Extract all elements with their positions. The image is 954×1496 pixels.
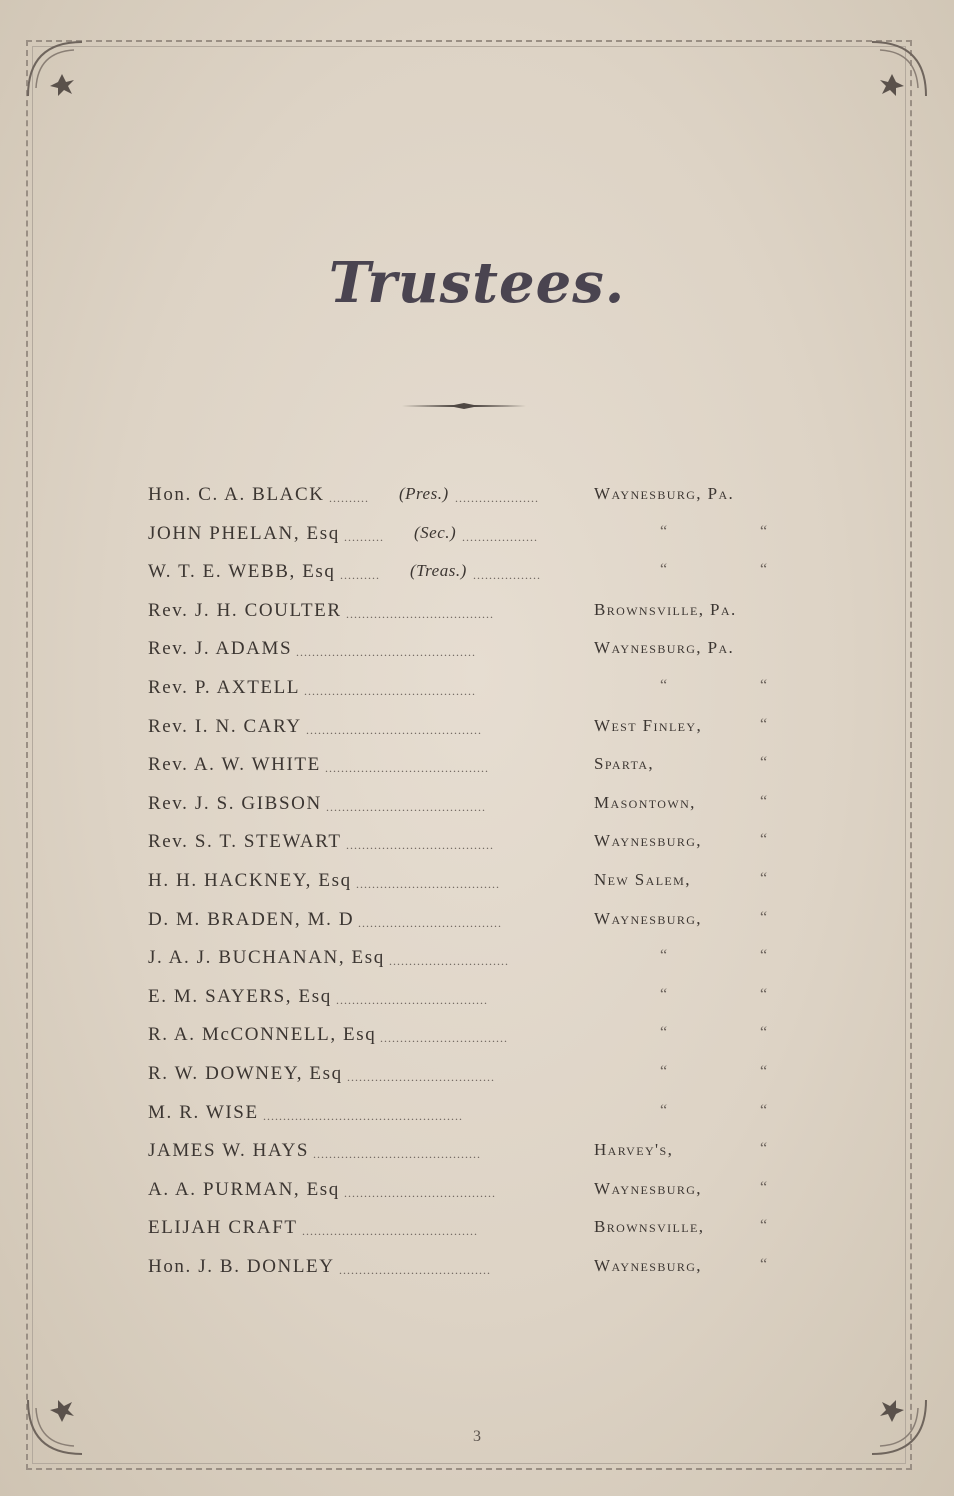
trustee-row xyxy=(148,1018,788,1057)
leader-dots: ............................................. xyxy=(296,645,476,660)
trustee-residence: Waynesburg, Pa. xyxy=(594,484,735,503)
trustee-row xyxy=(148,517,788,556)
trustee-name: ELIJAH CRAFT xyxy=(148,1217,298,1239)
trustee-name: A. A. PURMAN, Esq xyxy=(148,1178,340,1200)
trustee-name: Rev. I. N. CARY xyxy=(148,715,302,737)
trustee-office: (Pres.) xyxy=(399,484,449,503)
trustee-row xyxy=(148,825,788,864)
trustee-row xyxy=(148,864,788,903)
leader-dots: .......... xyxy=(329,491,369,505)
ditto-mark: “ xyxy=(660,522,669,540)
leader-dots: ...................................... xyxy=(344,1185,496,1200)
trustee-row xyxy=(148,671,788,710)
trustee-name: Hon. C. A. BLACK xyxy=(148,484,325,505)
ditto-mark: “ xyxy=(660,947,669,965)
leader-dots: .................................... xyxy=(358,915,502,930)
leader-dots: .......... xyxy=(340,568,380,583)
trustee-residence: Waynesburg, xyxy=(594,908,702,928)
ditto-mark: “ xyxy=(660,985,669,1003)
ditto-mark: “ xyxy=(760,1255,769,1273)
trustee-residence: West Finley, xyxy=(594,715,703,735)
ditto-mark: “ xyxy=(760,1062,769,1080)
trustee-name: M. R. WISE xyxy=(148,1101,259,1123)
trustee-name: H. H. HACKNEY, Esq xyxy=(148,869,352,891)
ditto-mark: “ xyxy=(760,908,769,926)
page-title: Trustees. xyxy=(328,250,626,316)
ditto-mark: “ xyxy=(760,869,769,887)
trustee-row xyxy=(148,1211,788,1250)
trustee-row xyxy=(148,903,788,942)
leader-dots: ............................................ xyxy=(302,1224,478,1239)
corner-ornament-icon xyxy=(862,36,932,106)
leader-dots: ...................................... xyxy=(336,992,488,1007)
leader-dots: ......................................... xyxy=(325,761,489,776)
trustee-row xyxy=(148,941,788,980)
ditto-mark: “ xyxy=(660,1101,669,1119)
trustee-row xyxy=(148,1134,788,1173)
ditto-mark: “ xyxy=(760,1024,769,1042)
trustee-row xyxy=(148,748,788,787)
trustee-name: Rev. J. ADAMS xyxy=(148,638,293,660)
leader-dots: ........................................ xyxy=(326,799,486,814)
leader-dots: .......................................... xyxy=(313,1147,481,1162)
trustee-name: JOHN PHELAN, Esq xyxy=(148,522,340,544)
trustee-row xyxy=(148,555,788,594)
ditto-mark: “ xyxy=(660,1062,669,1080)
trustee-row xyxy=(148,787,788,826)
trustee-office: (Treas.) xyxy=(410,561,467,581)
ditto-mark: “ xyxy=(760,754,769,772)
trustee-row xyxy=(148,594,788,633)
corner-ornament-icon xyxy=(22,36,92,106)
trustee-name: W. T. E. WEBB, Esq xyxy=(148,561,336,583)
leader-dots: ................... xyxy=(462,529,538,544)
ditto-mark: “ xyxy=(660,676,669,694)
ditto-mark: “ xyxy=(760,1178,769,1196)
leader-dots: ................................ xyxy=(380,1031,508,1046)
leader-dots: ..................................... xyxy=(347,1069,495,1084)
trustee-residence: Harvey's, xyxy=(594,1140,674,1160)
corner-ornament-icon xyxy=(862,1390,932,1460)
trustee-name: Rev. J. S. GIBSON xyxy=(148,792,322,814)
leader-dots: ..................... xyxy=(455,491,539,505)
trustee-residence: Waynesburg, xyxy=(594,1178,702,1198)
ditto-mark: “ xyxy=(760,947,769,965)
ditto-mark: “ xyxy=(760,985,769,1003)
trustee-row xyxy=(148,478,788,517)
ditto-mark: “ xyxy=(760,676,769,694)
trustee-row xyxy=(148,980,788,1019)
leader-dots: ........................................... xyxy=(304,683,476,698)
trustee-row xyxy=(148,1173,788,1212)
trustee-list xyxy=(148,478,788,1288)
leader-dots: ................. xyxy=(473,568,541,583)
ditto-mark: “ xyxy=(760,522,769,540)
ditto-mark: “ xyxy=(760,1140,769,1158)
leader-dots: ...................................... xyxy=(339,1262,491,1277)
trustee-name: Hon. J. B. DONLEY xyxy=(148,1255,335,1277)
trustee-name: D. M. BRADEN, M. D xyxy=(148,908,355,930)
trustee-row xyxy=(148,710,788,749)
title-rule xyxy=(402,396,526,402)
leader-dots: .................................... xyxy=(356,876,500,891)
corner-ornament-icon xyxy=(22,1390,92,1460)
ditto-mark: “ xyxy=(660,561,669,579)
trustee-residence: New Salem, xyxy=(594,869,691,889)
leader-dots: .......... xyxy=(344,529,384,544)
trustee-residence: Brownsville, Pa. xyxy=(594,599,737,619)
ditto-mark: “ xyxy=(760,1101,769,1119)
trustee-office: (Sec.) xyxy=(414,522,457,542)
trustee-row xyxy=(148,632,788,671)
trustee-row xyxy=(148,1096,788,1135)
trustee-name: J. A. J. BUCHANAN, Esq xyxy=(148,947,385,969)
leader-dots: ............................................ xyxy=(306,722,482,737)
leader-dots: .............................. xyxy=(389,954,509,969)
page-number: 3 xyxy=(473,1428,481,1445)
trustee-residence: Waynesburg, xyxy=(594,831,702,851)
ditto-mark: “ xyxy=(760,831,769,849)
trustee-name: JAMES W. HAYS xyxy=(148,1140,310,1162)
trustee-name: Rev. J. H. COULTER xyxy=(148,599,342,621)
trustee-name: Rev. P. AXTELL xyxy=(148,676,301,698)
trustee-name: E. M. SAYERS, Esq xyxy=(148,985,332,1007)
leader-dots: ..................................... xyxy=(346,606,494,621)
trustee-row xyxy=(148,1057,788,1096)
trustee-name: R. W. DOWNEY, Esq xyxy=(148,1062,343,1084)
ditto-mark: “ xyxy=(760,715,769,733)
trustee-name: Rev. S. T. STEWART xyxy=(148,831,342,853)
ditto-mark: “ xyxy=(760,561,769,579)
trustee-name: Rev. A. W. WHITE xyxy=(148,754,321,776)
leader-dots: ..................................... xyxy=(346,838,494,853)
trustee-residence: Waynesburg, xyxy=(594,1255,702,1275)
ditto-mark: “ xyxy=(660,1024,669,1042)
leader-dots: .................................................. xyxy=(263,1108,463,1123)
trustee-row xyxy=(148,1250,788,1289)
trustee-residence: Masontown, xyxy=(594,792,696,812)
trustee-residence: Sparta, xyxy=(594,754,655,774)
ditto-mark: “ xyxy=(760,792,769,810)
ditto-mark: “ xyxy=(760,1217,769,1235)
trustee-name: R. A. McCONNELL, Esq xyxy=(148,1024,377,1046)
trustee-residence: Brownsville, xyxy=(594,1217,705,1237)
trustee-residence: Waynesburg, Pa. xyxy=(594,638,735,658)
